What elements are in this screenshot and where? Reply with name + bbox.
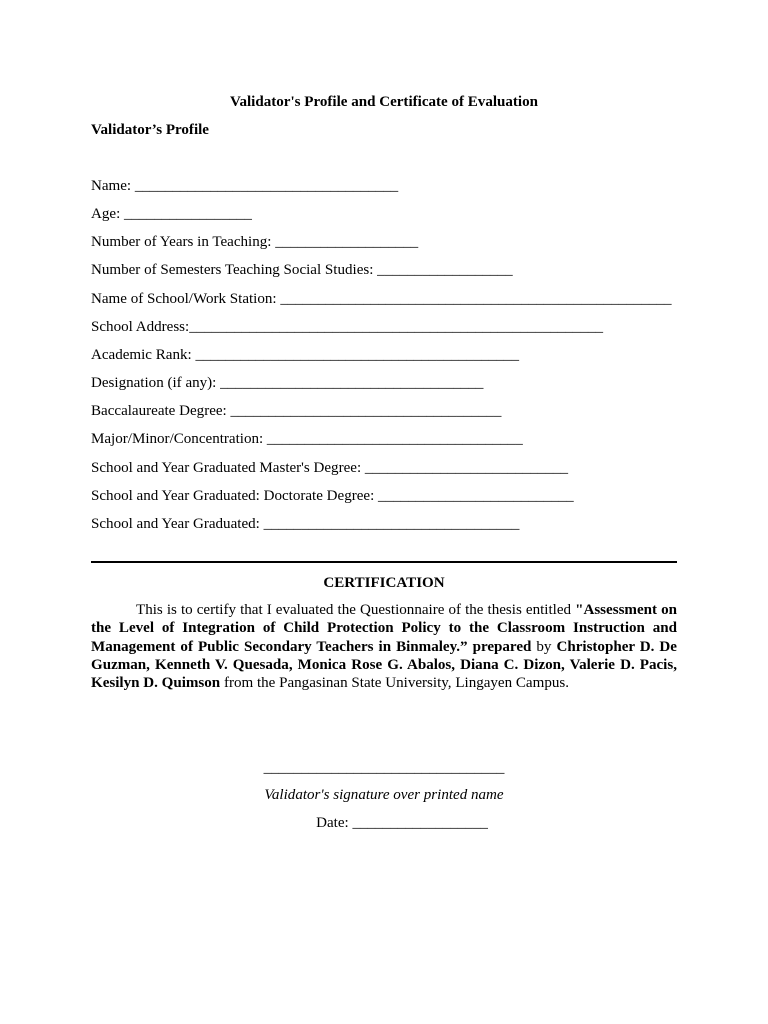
field-baccalaureate-degree: Baccalaureate Degree: ____________________________________	[91, 403, 502, 420]
certification-text-intro: This is to certify that I evaluated the Questionnaire of the thesis entitled	[136, 602, 576, 618]
field-masters-degree: School and Year Graduated Master's Degree: ___________________________	[91, 459, 569, 476]
certification-paragraph	[91, 601, 677, 692]
field-school-address: School Address:_______________________________________________________	[91, 318, 604, 335]
field-years-teaching: Number of Years in Teaching: ___________________	[91, 234, 419, 251]
date-field: Date: __________________	[316, 815, 488, 831]
field-school-year-graduated: School and Year Graduated: __________________________________	[91, 515, 520, 532]
signature-line: ________________________________	[263, 760, 505, 776]
field-major-minor: Major/Minor/Concentration: __________________________________	[91, 431, 523, 448]
signature-caption: Validator's signature over printed name	[264, 787, 504, 803]
section-divider	[91, 561, 677, 563]
field-name: Name: ___________________________________	[91, 178, 399, 194]
field-age: Age: _________________	[91, 206, 252, 223]
field-academic-rank: Academic Rank: ___________________________________________	[91, 346, 519, 363]
field-semesters-social-studies: Number of Semesters Teaching Social Studies: __________________	[91, 262, 513, 279]
thesis-title: "Assessment on the Level of Integration of Child Protection Policy to the Classroom Instruction and Management of Public Secondary Teachers in Binmaley.” prepared	[91, 602, 677, 655]
thesis-authors: Christopher D. De Guzman, Kenneth V. Quesada, Monica Rose G. Abalos, Diana C. Dizon, Valerie D. Pacis, Kesilyn D. Quimson	[91, 638, 677, 692]
field-school-work-station: Name of School/Work Station: ____________________________________________________	[91, 290, 672, 307]
field-doctorate-degree: School and Year Graduated: Doctorate Degree: __________________________	[91, 487, 574, 504]
profile-heading: Validator’s Profile	[91, 122, 209, 138]
profile-fields	[91, 172, 691, 538]
certification-heading: CERTIFICATION	[323, 575, 445, 591]
certification-text-by: by	[531, 638, 557, 655]
certification-text-institution: from the Pangasinan State University, Lingayen Campus.	[220, 675, 569, 692]
field-designation: Designation (if any): ___________________________________	[91, 375, 484, 392]
document-title: Validator's Profile and Certificate of Evaluation	[229, 94, 539, 110]
